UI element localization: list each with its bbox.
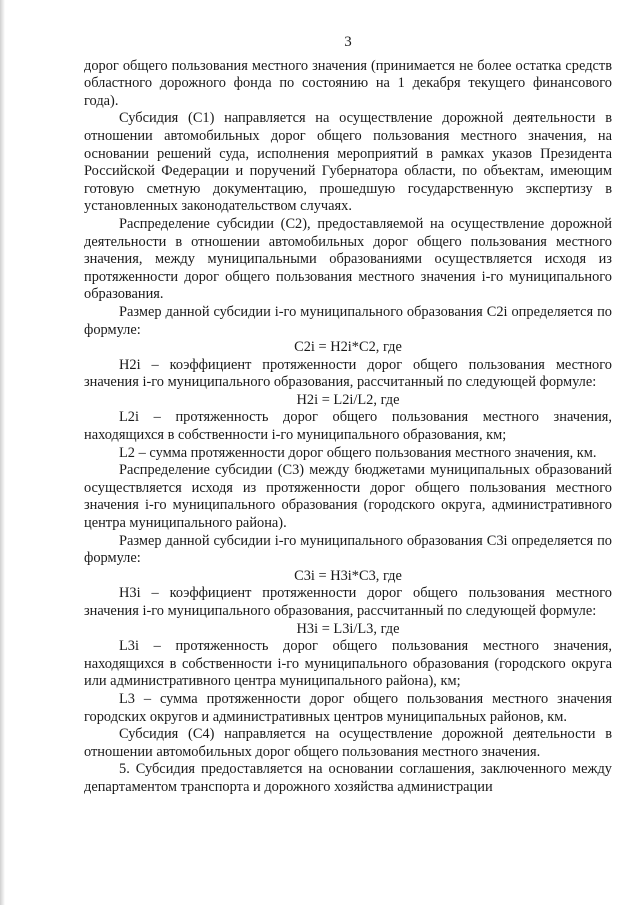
paragraph-subsidy-c3-distribution: Распределение субсидии (С3) между бюджетами муниципальных образований осуществляется исходя из протяженности дорог общего пользования местного значения i-го муниципального образования (городского округа, административного центра муниципального района).	[84, 462, 612, 532]
formula-h3i: Н3i = L3i/L3, где	[296, 620, 400, 637]
formula-h2i: Н2i = L2i/L2, где	[296, 391, 400, 408]
formula-c2i: С2i = Н2i*С2, где	[294, 339, 402, 356]
paragraph-h3i-definition: Н3i – коэффициент протяженности дорог общего пользования местного значения i-го муниципального образования, рассчитанный по следующей формуле:	[84, 585, 612, 619]
paragraph-l3i-definition: L3i – протяженность дорог общего пользования местного значения, находящихся в собственности i-го муниципального образования (городского округа или административного центра муниципального района), км;	[84, 638, 612, 690]
paragraph-subsidy-c4: Субсидия (С4) направляется на осуществление дорожной деятельности в отношении автомобильных дорог общего пользования местного значения.	[84, 726, 612, 760]
paragraph-item-5: 5. Субсидия предоставляется на основании соглашения, заключенного между департаментом транспорта и дорожного хозяйства администрации	[84, 761, 612, 795]
paragraph-c2i-size: Размер данной субсидии i-го муниципального образования С2i определяется по формуле:	[84, 303, 612, 338]
paragraph-continuation: дорог общего пользования местного значения (принимается не более остатка средств областного дорожного фонда по состоянию на 1 декабря текущего финансового года).	[84, 57, 612, 109]
paragraph-h2i-definition: Н2i – коэффициент протяженности дорог общего пользования местного значения i-го муниципального образования, рассчитанный по следующей формуле:	[84, 356, 612, 391]
paragraph-l2i-definition: L2i – протяженность дорог общего пользования местного значения, находящихся в собственности i-го муниципального образования, км;	[84, 409, 612, 444]
page-number: 3	[344, 34, 352, 50]
paragraph-subsidy-c1: Субсидия (С1) направляется на осуществление дорожной деятельности в отношении автомобильных дорог общего пользования местного значения, на основании решений суда, исполнения мероприятий в рамках указов Президента Российской Федерации и поручений Губернатора области, по объектам, имеющим готовую сметную документацию, прошедшую государственную экспертизу в установленных законодательством случаях.	[84, 110, 612, 215]
paragraph-l2-definition: L2 – сумма протяженности дорог общего пользования местного значения, км.	[119, 444, 597, 461]
scan-edge-shadow	[0, 0, 5, 905]
paragraph-l3-definition: L3 – сумма протяженности дорог общего пользования местного значения городских округов и административных центров муниципальных районов, км.	[84, 690, 612, 725]
paragraph-subsidy-c2-distribution: Распределение субсидии (С2), предоставляемой на осуществление дорожной деятельности в отношении автомобильных дорог общего пользования местного значения, между муниципальными образованиями осуществляется исходя из протяженности дорог общего пользования местного значения i-го муниципального образования.	[84, 215, 612, 303]
paragraph-c3i-size: Размер данной субсидии i-го муниципального образования С3i определяется по формуле:	[84, 532, 612, 567]
document-page	[84, 34, 612, 797]
formula-c3i: С3i = Н3i*С3, где	[294, 567, 402, 584]
